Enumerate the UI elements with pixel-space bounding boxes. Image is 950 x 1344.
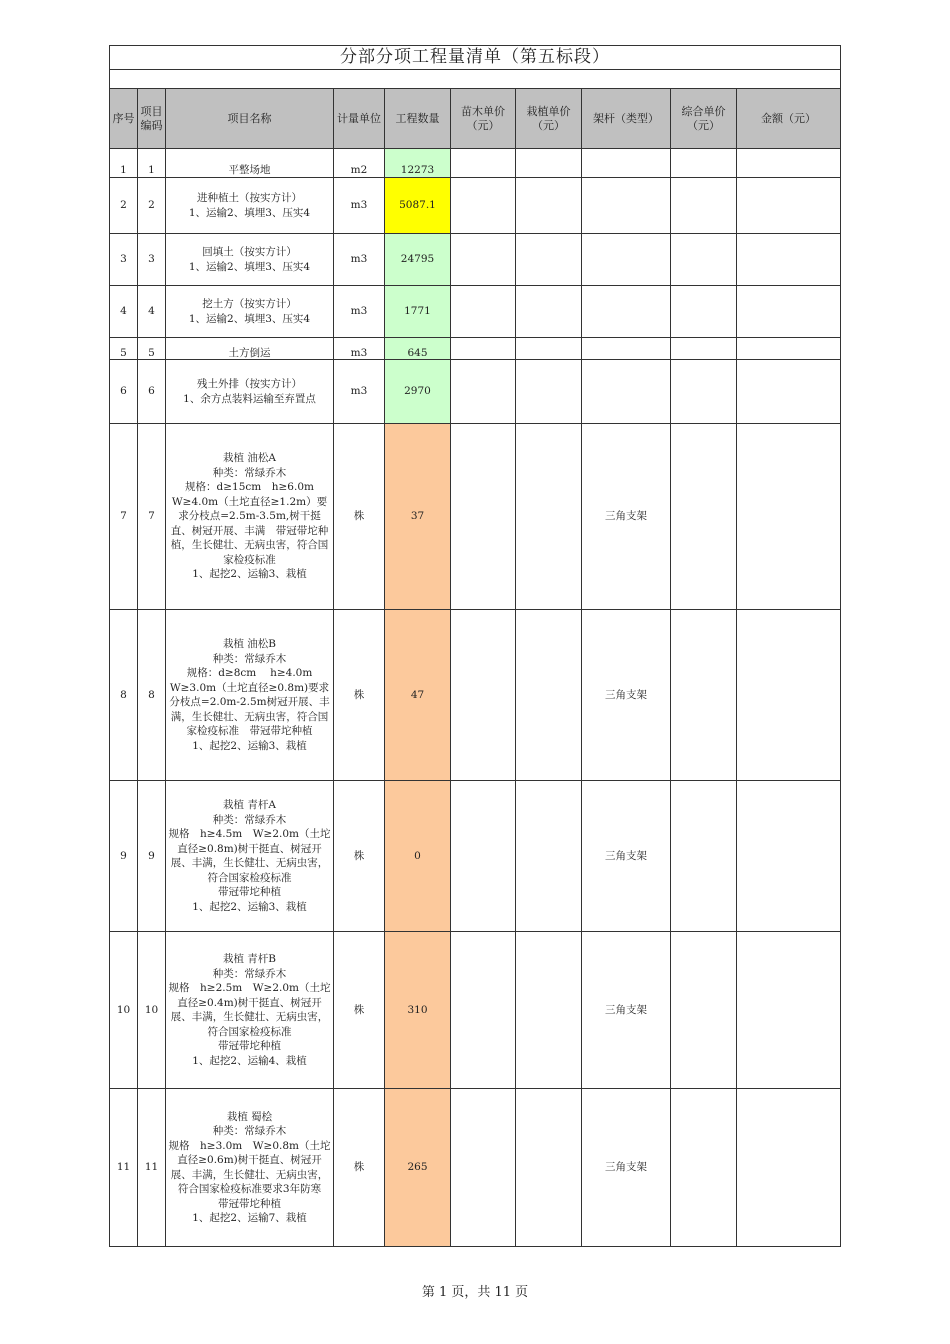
plant-price-cell: [516, 1089, 582, 1247]
seq-cell: 9: [110, 781, 138, 932]
total-price-cell: [671, 1089, 737, 1247]
seedling-price-cell: [451, 781, 516, 932]
plant-price-cell: [516, 424, 582, 610]
code-cell: 11: [138, 1089, 166, 1247]
name-cell: 栽植 蜀桧 种类：常绿乔木 规格 h≥3.0m W≥0.8m（土坨直径≥0.6m)树干挺直、树冠开展、丰满，生长健壮、无病虫害，符合国家检疫标准要求3年防寒 带冠带坨种植 1、起挖2、运输7、栽植: [166, 1089, 334, 1247]
table-row: [110, 149, 841, 178]
name-cell: 进种植土（按实方计） 1、运输2、填埋3、压实4: [166, 178, 334, 234]
qty-cell: 12273: [385, 149, 451, 178]
table-row: [110, 932, 841, 1089]
seedling-price-cell: [451, 1089, 516, 1247]
table-row: [110, 234, 841, 286]
support-cell: 三角支架: [582, 781, 671, 932]
amount-cell: [737, 360, 841, 424]
name-cell: 平整场地: [166, 149, 334, 178]
table-row: [110, 424, 841, 610]
table-row: [110, 610, 841, 781]
seq-cell: 5: [110, 338, 138, 360]
code-cell: 2: [138, 178, 166, 234]
amount-cell: [737, 149, 841, 178]
seedling-price-cell: [451, 610, 516, 781]
plant-price-cell: [516, 178, 582, 234]
table-row: [110, 1089, 841, 1247]
seq-cell: 1: [110, 149, 138, 178]
seedling-price-cell: [451, 424, 516, 610]
unit-cell: 株: [334, 1089, 385, 1247]
plant-price-cell: [516, 149, 582, 178]
seq-cell: 6: [110, 360, 138, 424]
header-seq: 序号: [110, 89, 138, 149]
amount-cell: [737, 610, 841, 781]
name-cell: 回填土（按实方计） 1、运输2、填埋3、压实4: [166, 234, 334, 286]
plant-price-cell: [516, 234, 582, 286]
header-unit: 计量单位: [334, 89, 385, 149]
qty-cell: 37: [385, 424, 451, 610]
amount-cell: [737, 781, 841, 932]
qty-cell: 265: [385, 1089, 451, 1247]
table-title: 分部分项工程量清单（第五标段）: [110, 46, 841, 70]
plant-price-cell: [516, 610, 582, 781]
total-price-cell: [671, 932, 737, 1089]
code-cell: 7: [138, 424, 166, 610]
name-cell: 栽植 油松A 种类：常绿乔木 规格：d≥15cm h≥6.0m W≥4.0m（土坨直径≥1.2m）要求分枝点=2.5m-3.5m,树干挺直、树冠开展、丰满 带冠带坨种植，生长健壮、无病虫害，符合国家检疫标准 1、起挖2、运输3、栽植: [166, 424, 334, 610]
total-price-cell: [671, 360, 737, 424]
unit-cell: m3: [334, 338, 385, 360]
unit-cell: 株: [334, 781, 385, 932]
seedling-price-cell: [451, 149, 516, 178]
name-cell: 土方倒运: [166, 338, 334, 360]
support-cell: 三角支架: [582, 424, 671, 610]
total-price-cell: [671, 234, 737, 286]
seq-cell: 11: [110, 1089, 138, 1247]
unit-cell: 株: [334, 424, 385, 610]
plant-price-cell: [516, 360, 582, 424]
table-row: [110, 781, 841, 932]
seedling-price-cell: [451, 360, 516, 424]
header-support: 架杆（类型）: [582, 89, 671, 149]
code-cell: 8: [138, 610, 166, 781]
header-seedling-price: 苗木单价（元）: [451, 89, 516, 149]
total-price-cell: [671, 781, 737, 932]
total-price-cell: [671, 610, 737, 781]
qty-cell: 2970: [385, 360, 451, 424]
header-code: 项目编码: [138, 89, 166, 149]
amount-cell: [737, 1089, 841, 1247]
total-price-cell: [671, 338, 737, 360]
code-cell: 1: [138, 149, 166, 178]
header-name: 项目名称: [166, 89, 334, 149]
plant-price-cell: [516, 932, 582, 1089]
code-cell: 9: [138, 781, 166, 932]
name-cell: 栽植 油松B 种类：常绿乔木 规格：d≥8cm h≥4.0m W≥3.0m（土坨直径≥0.8m)要求分枝点=2.0m-2.5m树冠开展、丰满，生长健壮、无病虫害，符合国家检疫标准 带冠带坨种植 1、起挖2、运输3、栽植: [166, 610, 334, 781]
unit-cell: m3: [334, 360, 385, 424]
header-row: [110, 89, 841, 149]
qty-cell: 1771: [385, 286, 451, 338]
support-cell: [582, 286, 671, 338]
seedling-price-cell: [451, 932, 516, 1089]
amount-cell: [737, 338, 841, 360]
table-row: [110, 286, 841, 338]
header-total-price: 综合单价（元）: [671, 89, 737, 149]
unit-cell: 株: [334, 932, 385, 1089]
amount-cell: [737, 178, 841, 234]
unit-cell: m3: [334, 178, 385, 234]
total-price-cell: [671, 286, 737, 338]
seedling-price-cell: [451, 286, 516, 338]
seq-cell: 4: [110, 286, 138, 338]
total-price-cell: [671, 149, 737, 178]
qty-cell: 645: [385, 338, 451, 360]
header-qty: 工程数量: [385, 89, 451, 149]
amount-cell: [737, 286, 841, 338]
code-cell: 5: [138, 338, 166, 360]
qty-cell: 47: [385, 610, 451, 781]
bill-of-quantities-table: [109, 45, 841, 1247]
code-cell: 4: [138, 286, 166, 338]
table-row: [110, 178, 841, 234]
seq-cell: 8: [110, 610, 138, 781]
seedling-price-cell: [451, 234, 516, 286]
code-cell: 6: [138, 360, 166, 424]
support-cell: 三角支架: [582, 610, 671, 781]
unit-cell: m3: [334, 234, 385, 286]
amount-cell: [737, 234, 841, 286]
name-cell: 残土外排（按实方计） 1、余方点装料运输至弃置点: [166, 360, 334, 424]
name-cell: 栽植 青杆B 种类：常绿乔木 规格 h≥2.5m W≥2.0m（土坨直径≥0.4m)树干挺直、树冠开展、丰满，生长健壮、无病虫害，符合国家检疫标准 带冠带坨种植 1、起挖2、运输4、栽植: [166, 932, 334, 1089]
qty-cell: 0: [385, 781, 451, 932]
code-cell: 10: [138, 932, 166, 1089]
amount-cell: [737, 932, 841, 1089]
seedling-price-cell: [451, 338, 516, 360]
code-cell: 3: [138, 234, 166, 286]
seq-cell: 3: [110, 234, 138, 286]
qty-cell: 5087.1: [385, 178, 451, 234]
table-row: [110, 360, 841, 424]
table-row: [110, 338, 841, 360]
seq-cell: 7: [110, 424, 138, 610]
qty-cell: 24795: [385, 234, 451, 286]
name-cell: 挖土方（按实方计） 1、运输2、填埋3、压实4: [166, 286, 334, 338]
blank-row: [110, 70, 841, 89]
total-price-cell: [671, 424, 737, 610]
page-footer: 第 1 页，共 11 页: [421, 1285, 529, 1300]
unit-cell: m3: [334, 286, 385, 338]
plant-price-cell: [516, 781, 582, 932]
name-cell: 栽植 青杆A 种类：常绿乔木 规格 h≥4.5m W≥2.0m（土坨直径≥0.8m)树干挺直、树冠开展、丰满，生长健壮、无病虫害，符合国家检疫标准 带冠带坨种植 1、起挖2、运输3、栽植: [166, 781, 334, 932]
support-cell: [582, 178, 671, 234]
total-price-cell: [671, 178, 737, 234]
plant-price-cell: [516, 338, 582, 360]
support-cell: [582, 234, 671, 286]
seq-cell: 10: [110, 932, 138, 1089]
support-cell: [582, 149, 671, 178]
header-plant-price: 栽植单价（元）: [516, 89, 582, 149]
seedling-price-cell: [451, 178, 516, 234]
amount-cell: [737, 424, 841, 610]
support-cell: [582, 360, 671, 424]
unit-cell: 株: [334, 610, 385, 781]
header-amount: 金额（元）: [737, 89, 841, 149]
unit-cell: m2: [334, 149, 385, 178]
qty-cell: 310: [385, 932, 451, 1089]
plant-price-cell: [516, 286, 582, 338]
support-cell: [582, 338, 671, 360]
support-cell: 三角支架: [582, 932, 671, 1089]
seq-cell: 2: [110, 178, 138, 234]
support-cell: 三角支架: [582, 1089, 671, 1247]
